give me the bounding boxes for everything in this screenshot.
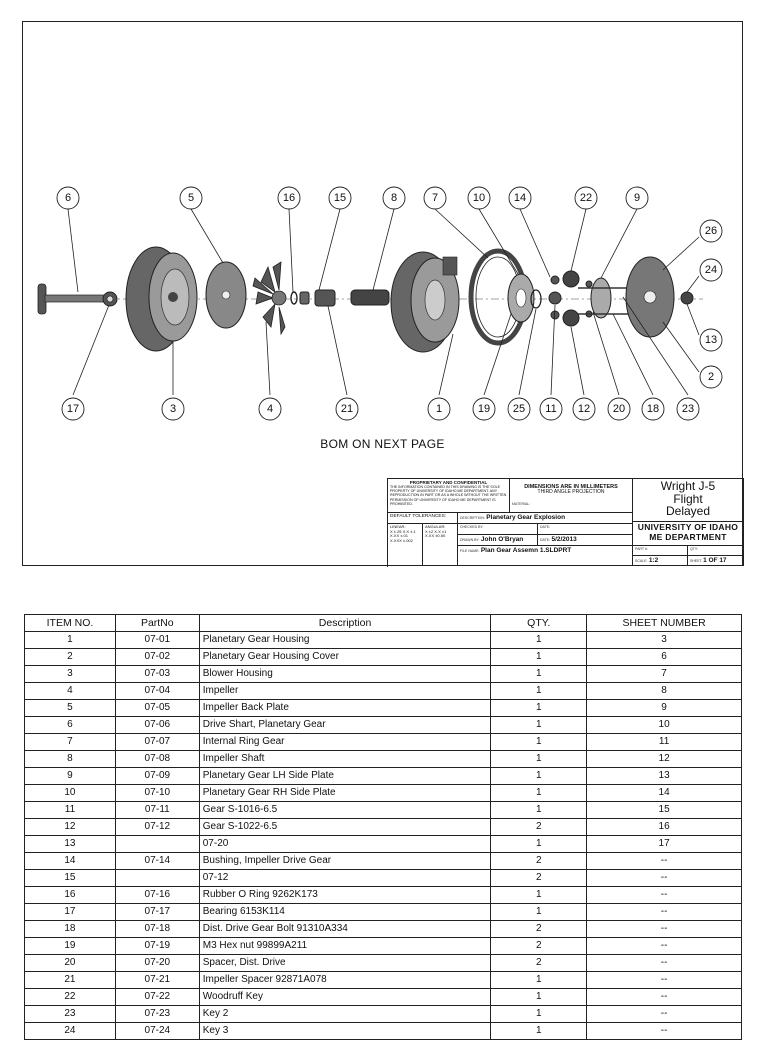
bom-cell-item: 11 <box>25 802 116 819</box>
scale-label: SCALE: <box>635 559 648 563</box>
bom-cell-item: 8 <box>25 751 116 768</box>
bom-cell-item: 16 <box>25 887 116 904</box>
callout-balloon-top <box>180 187 202 209</box>
table-row <box>25 887 742 904</box>
impeller-back-plate-part <box>206 262 246 328</box>
scale-cell <box>633 556 688 566</box>
bom-header-sheet: SHEET NUMBER <box>587 615 742 632</box>
bom-cell-sheet: -- <box>587 921 742 938</box>
callout-balloon-bottom <box>508 398 530 420</box>
bom-cell-sheet: 17 <box>587 836 742 853</box>
bom-cell-sheet: -- <box>587 989 742 1006</box>
callout-balloon-bottom-label: 21 <box>340 403 354 415</box>
table-row <box>25 802 742 819</box>
bom-cell-sheet: 12 <box>587 751 742 768</box>
callout-balloon-bottom-label: 23 <box>681 403 695 415</box>
university-cell <box>633 522 744 546</box>
bom-cell-description: Drive Shart, Planetary Gear <box>199 717 491 734</box>
bom-cell-qty: 1 <box>491 649 587 666</box>
callout-balloon-top-label: 15 <box>333 192 347 204</box>
filename-value: Plan Gear Assemn 1.SLDPRT <box>480 547 572 554</box>
bom-cell-qty: 1 <box>491 904 587 921</box>
bom-cell-description: Planetary Gear LH Side Plate <box>199 768 491 785</box>
bom-cell-qty: 2 <box>491 870 587 887</box>
bom-cell-description: Gear S-1022-6.5 <box>199 819 491 836</box>
bom-cell-item: 18 <box>25 921 116 938</box>
bom-cell-item: 9 <box>25 768 116 785</box>
sheet-cell <box>688 556 744 566</box>
date-label: DATE: <box>540 538 551 542</box>
bom-cell-qty: 1 <box>491 666 587 683</box>
bom-cell-qty: 1 <box>491 989 587 1006</box>
bom-cell-qty: 1 <box>491 632 587 649</box>
rh-side-plate-part <box>508 274 534 322</box>
bom-cell-item: 13 <box>25 836 116 853</box>
projection-text: THIRD ANGLE PROJECTION <box>537 489 605 496</box>
angular-values: X ±2 X.X ±1 X.XX ±0.50 <box>425 528 447 539</box>
dimensions-text: DIMENSIONS ARE IN MILLIMETERS <box>524 484 618 490</box>
callout-balloon-top-label: 7 <box>431 192 439 204</box>
bill-of-materials-table <box>24 614 742 1040</box>
drawn-label: DRAWN BY: <box>460 538 480 542</box>
checked-cell <box>458 524 538 535</box>
bom-cell-item: 5 <box>25 700 116 717</box>
callout-balloon-top-label: 16 <box>282 192 296 204</box>
drawn-by-value: John O'Bryan <box>480 536 524 543</box>
bom-cell-qty: 1 <box>491 700 587 717</box>
date-label-top: DATE: <box>540 525 551 529</box>
table-row <box>25 819 742 836</box>
bom-cell-qty: 1 <box>491 1023 587 1040</box>
table-row <box>25 836 742 853</box>
callout-balloon-top <box>278 187 300 209</box>
blower-housing-part <box>126 247 197 351</box>
bom-cell-partno: 07-20 <box>115 955 199 972</box>
callout-balloon-bottom <box>162 398 184 420</box>
bom-cell-partno: 07-06 <box>115 717 199 734</box>
bom-cell-qty: 2 <box>491 955 587 972</box>
bom-cell-description: 07-20 <box>199 836 491 853</box>
bom-cell-sheet: -- <box>587 853 742 870</box>
title-block <box>387 478 744 567</box>
bom-cell-partno: 07-22 <box>115 989 199 1006</box>
callout-balloon-top <box>329 187 351 209</box>
bom-cell-sheet: 9 <box>587 700 742 717</box>
bom-note: BOM ON NEXT PAGE <box>320 437 445 451</box>
callout-balloon-top <box>57 187 79 209</box>
callout-balloon-top <box>626 187 648 209</box>
bom-cell-item: 10 <box>25 785 116 802</box>
callout-balloon-right-label: 26 <box>704 225 718 237</box>
planetary-gear-housing-cover-part <box>626 257 674 337</box>
bom-cell-item: 3 <box>25 666 116 683</box>
bom-cell-description: Bearing 6153K114 <box>199 904 491 921</box>
bom-cell-partno: 07-16 <box>115 887 199 904</box>
bom-cell-description: Internal Ring Gear <box>199 734 491 751</box>
bom-cell-sheet: 8 <box>587 683 742 700</box>
table-row <box>25 853 742 870</box>
checked-label: CHECKED BY: <box>460 525 484 529</box>
part-number-cell <box>633 546 688 556</box>
bom-cell-partno: 07-05 <box>115 700 199 717</box>
bom-cell-sheet: 13 <box>587 768 742 785</box>
dimensions-note <box>510 479 633 513</box>
bom-cell-sheet: -- <box>587 870 742 887</box>
table-row <box>25 1006 742 1023</box>
bom-cell-item: 7 <box>25 734 116 751</box>
callout-balloon-top-label: 14 <box>513 192 527 204</box>
bom-cell-item: 1 <box>25 632 116 649</box>
bom-cell-sheet: -- <box>587 1006 742 1023</box>
bom-cell-item: 23 <box>25 1006 116 1023</box>
bom-cell-sheet: -- <box>587 938 742 955</box>
bom-cell-item: 24 <box>25 1023 116 1040</box>
bom-header-item: ITEM NO. <box>25 615 116 632</box>
bom-cell-partno: 07-11 <box>115 802 199 819</box>
table-row <box>25 938 742 955</box>
planetary-gear-housing-part <box>391 252 459 352</box>
project-line-2: Flight <box>673 491 703 506</box>
bom-cell-partno <box>115 836 199 853</box>
bom-cell-qty: 1 <box>491 768 587 785</box>
bom-cell-item: 4 <box>25 683 116 700</box>
sheet-label: SHEET <box>690 559 702 563</box>
filename-cell <box>458 546 633 566</box>
bom-cell-description: Impeller <box>199 683 491 700</box>
bom-cell-item: 6 <box>25 717 116 734</box>
spacer-part <box>315 290 335 306</box>
table-row <box>25 700 742 717</box>
callout-balloon-bottom <box>642 398 664 420</box>
bom-cell-description: Dist. Drive Gear Bolt 91310A334 <box>199 921 491 938</box>
proprietary-text: THE INFORMATION CONTAINED IN THIS DRAWING IS THE SOLE PROPERTY OF UNIVERSITY OF IDAHO ME DEPARTMENT. ANY REPRODUCTION IN PART OR AS A WHOLE WITHOUT THE WRITTEN PERMISSION OF UNIVERSITY OF IDAHO ME DEPARTMENT IS PROHIBITED. <box>390 485 507 506</box>
table-row <box>25 904 742 921</box>
bom-cell-qty: 1 <box>491 887 587 904</box>
default-tolerances: DEFAULT TOLERANCES: <box>388 513 458 524</box>
bom-cell-description: 07-12 <box>199 870 491 887</box>
bom-cell-partno: 07-09 <box>115 768 199 785</box>
drawn-cell <box>458 535 538 546</box>
bom-cell-sheet: 7 <box>587 666 742 683</box>
bom-cell-partno: 07-08 <box>115 751 199 768</box>
bom-cell-qty: 1 <box>491 717 587 734</box>
project-line-1: Wright J-5 <box>660 479 716 493</box>
date-cell-top <box>538 524 633 535</box>
bom-cell-sheet: -- <box>587 955 742 972</box>
bom-cell-partno <box>115 870 199 887</box>
bom-cell-partno: 07-07 <box>115 734 199 751</box>
bom-cell-sheet: 15 <box>587 802 742 819</box>
bom-cell-description: Gear S-1016-6.5 <box>199 802 491 819</box>
bom-header-row <box>25 615 742 632</box>
filename-label: FILE NAME: <box>460 549 480 553</box>
description-value: Planetary Gear Explosion <box>486 514 566 521</box>
table-row <box>25 717 742 734</box>
bom-cell-description: M3 Hex nut 99899A211 <box>199 938 491 955</box>
bom-cell-item: 12 <box>25 819 116 836</box>
bom-cell-item: 19 <box>25 938 116 955</box>
bom-cell-sheet: 10 <box>587 717 742 734</box>
bom-cell-description: Woodruff Key <box>199 989 491 1006</box>
date-value: 5/2/2013 <box>551 536 577 543</box>
table-row <box>25 785 742 802</box>
callout-balloon-top-label: 6 <box>64 192 72 204</box>
angular-tolerance <box>423 524 458 566</box>
bom-cell-sheet: -- <box>587 1023 742 1040</box>
table-row <box>25 666 742 683</box>
callout-balloon-top <box>383 187 405 209</box>
table-row <box>25 632 742 649</box>
bom-cell-qty: 2 <box>491 819 587 836</box>
table-row <box>25 921 742 938</box>
department-name: ME DEPARTMENT <box>649 531 727 542</box>
callout-balloon-right <box>700 366 722 388</box>
table-row <box>25 683 742 700</box>
callout-balloon-top-label: 8 <box>390 192 398 204</box>
callout-balloon-bottom-label: 3 <box>169 403 177 415</box>
table-row <box>25 1023 742 1040</box>
callout-balloon-bottom-label: 4 <box>266 403 274 415</box>
callout-balloon-top <box>575 187 597 209</box>
project-line-3: Delayed <box>665 504 711 519</box>
impeller-part <box>253 262 286 334</box>
bom-cell-partno: 07-24 <box>115 1023 199 1040</box>
callout-balloon-top-label: 9 <box>633 192 641 204</box>
rh-bearing-part <box>681 292 693 304</box>
bom-cell-item: 22 <box>25 989 116 1006</box>
bom-cell-partno: 07-21 <box>115 972 199 989</box>
part-label: PART #: <box>635 547 648 551</box>
table-row <box>25 972 742 989</box>
o-ring-part <box>291 292 297 304</box>
bom-cell-qty: 1 <box>491 683 587 700</box>
callout-balloon-bottom-label: 17 <box>66 403 80 415</box>
drawing-sheet <box>22 21 743 566</box>
bom-cell-partno: 07-02 <box>115 649 199 666</box>
bom-cell-description: Blower Housing <box>199 666 491 683</box>
project-title <box>633 479 744 522</box>
callout-balloon-bottom-label: 20 <box>612 403 626 415</box>
bom-cell-item: 20 <box>25 955 116 972</box>
bom-cell-qty: 1 <box>491 734 587 751</box>
bom-cell-qty: 1 <box>491 802 587 819</box>
linear-values: X ±.25 X.X ±.1 X.XX ±.01 X.XXX ±.002 <box>390 528 416 543</box>
bom-cell-description: Planetary Gear Housing Cover <box>199 649 491 666</box>
bom-cell-partno: 07-17 <box>115 904 199 921</box>
bom-cell-item: 14 <box>25 853 116 870</box>
linear-label: LINEAR: <box>390 524 406 529</box>
bom-cell-description: Planetary Gear RH Side Plate <box>199 785 491 802</box>
bom-cell-partno: 07-12 <box>115 819 199 836</box>
callout-balloon-bottom <box>336 398 358 420</box>
angular-label: ANGULAR: <box>425 524 446 529</box>
sheet-value: 1 OF 17 <box>703 557 727 564</box>
table-row <box>25 955 742 972</box>
bom-cell-sheet: -- <box>587 972 742 989</box>
callout-balloon-bottom-label: 11 <box>545 403 557 415</box>
description-label: DESCRIPTION: <box>460 516 485 520</box>
callout-balloon-bottom <box>540 398 562 420</box>
bom-cell-partno: 07-01 <box>115 632 199 649</box>
table-row <box>25 989 742 1006</box>
bom-cell-qty: 2 <box>491 853 587 870</box>
table-row <box>25 751 742 768</box>
callout-balloon-bottom <box>677 398 699 420</box>
bom-cell-sheet: -- <box>587 904 742 921</box>
bom-cell-qty: 1 <box>491 972 587 989</box>
callout-balloon-right-label: 13 <box>704 334 718 346</box>
bom-cell-partno: 07-14 <box>115 853 199 870</box>
callout-balloon-top <box>424 187 446 209</box>
callout-balloon-right <box>700 259 722 281</box>
callout-balloon-bottom-label: 19 <box>477 403 491 415</box>
callout-balloon-top-label: 10 <box>472 192 486 204</box>
small-gears-part <box>531 271 592 326</box>
bom-cell-description: Key 3 <box>199 1023 491 1040</box>
qty-cell <box>688 546 744 556</box>
bom-cell-description: Spacer, Dist. Drive <box>199 955 491 972</box>
description-cell <box>458 513 633 524</box>
bom-cell-description: Impeller Spacer 92871A078 <box>199 972 491 989</box>
callout-balloon-bottom-label: 18 <box>646 403 660 415</box>
bom-cell-qty: 1 <box>491 751 587 768</box>
bom-cell-description: Key 2 <box>199 1006 491 1023</box>
bom-cell-item: 2 <box>25 649 116 666</box>
bom-cell-partno: 07-23 <box>115 1006 199 1023</box>
bom-cell-sheet: 11 <box>587 734 742 751</box>
callout-balloon-bottom-label: 12 <box>577 403 591 415</box>
proprietary-notice <box>388 479 510 513</box>
date-cell <box>538 535 633 546</box>
university-name: UNIVERSITY OF IDAHO <box>637 522 739 532</box>
table-row <box>25 649 742 666</box>
bom-cell-description: Impeller Shaft <box>199 751 491 768</box>
table-row <box>25 870 742 887</box>
table-row <box>25 734 742 751</box>
bom-cell-sheet: -- <box>587 887 742 904</box>
callout-balloon-bottom <box>608 398 630 420</box>
callout-balloon-top-label: 22 <box>579 192 593 204</box>
callout-balloon-right <box>700 329 722 351</box>
scale-value: 1:2 <box>648 557 659 564</box>
drive-shaft-part <box>38 284 105 314</box>
callout-balloon-bottom <box>573 398 595 420</box>
bom-cell-partno: 07-03 <box>115 666 199 683</box>
bom-cell-partno: 07-18 <box>115 921 199 938</box>
bom-header-description: Description <box>199 615 491 632</box>
bom-cell-description: Planetary Gear Housing <box>199 632 491 649</box>
bom-cell-item: 17 <box>25 904 116 921</box>
callout-balloon-bottom-label: 25 <box>512 403 526 415</box>
bom-cell-partno: 07-10 <box>115 785 199 802</box>
bom-cell-qty: 2 <box>491 938 587 955</box>
bushing-part <box>300 292 309 304</box>
bom-cell-description: Impeller Back Plate <box>199 700 491 717</box>
callout-balloon-right-label: 2 <box>707 371 715 383</box>
qty-label: QTY: <box>690 547 698 551</box>
bom-header-partno: PartNo <box>115 615 199 632</box>
callout-balloon-top <box>509 187 531 209</box>
bom-cell-partno: 07-04 <box>115 683 199 700</box>
bom-cell-qty: 1 <box>491 836 587 853</box>
bom-cell-sheet: 14 <box>587 785 742 802</box>
callout-balloon-bottom <box>62 398 84 420</box>
table-row <box>25 768 742 785</box>
bom-cell-item: 15 <box>25 870 116 887</box>
callout-balloon-bottom-label: 1 <box>435 403 443 415</box>
callout-balloon-bottom <box>473 398 495 420</box>
bom-cell-sheet: 16 <box>587 819 742 836</box>
impeller-shaft-part <box>351 290 389 305</box>
bom-cell-qty: 1 <box>491 1006 587 1023</box>
bom-cell-sheet: 6 <box>587 649 742 666</box>
callout-balloon-top <box>468 187 490 209</box>
bom-cell-description: Rubber O Ring 9262K173 <box>199 887 491 904</box>
linear-tolerance <box>388 524 423 566</box>
bom-cell-qty: 2 <box>491 921 587 938</box>
bom-header-qty: QTY. <box>491 615 587 632</box>
callout-balloon-top-label: 5 <box>187 192 195 204</box>
callout-balloon-right-label: 24 <box>704 264 718 276</box>
bom-cell-item: 21 <box>25 972 116 989</box>
callout-balloon-bottom <box>428 398 450 420</box>
callout-balloon-bottom <box>259 398 281 420</box>
callout-balloon-right <box>700 220 722 242</box>
bearing-part <box>103 292 117 306</box>
bom-cell-partno: 07-19 <box>115 938 199 955</box>
proprietary-title: PROPRIETARY AND CONFIDENTIAL <box>409 480 488 485</box>
bom-cell-description: Bushing, Impeller Drive Gear <box>199 853 491 870</box>
bom-cell-sheet: 3 <box>587 632 742 649</box>
bom-cell-qty: 1 <box>491 785 587 802</box>
material-label: MATERIAL: <box>512 502 531 507</box>
